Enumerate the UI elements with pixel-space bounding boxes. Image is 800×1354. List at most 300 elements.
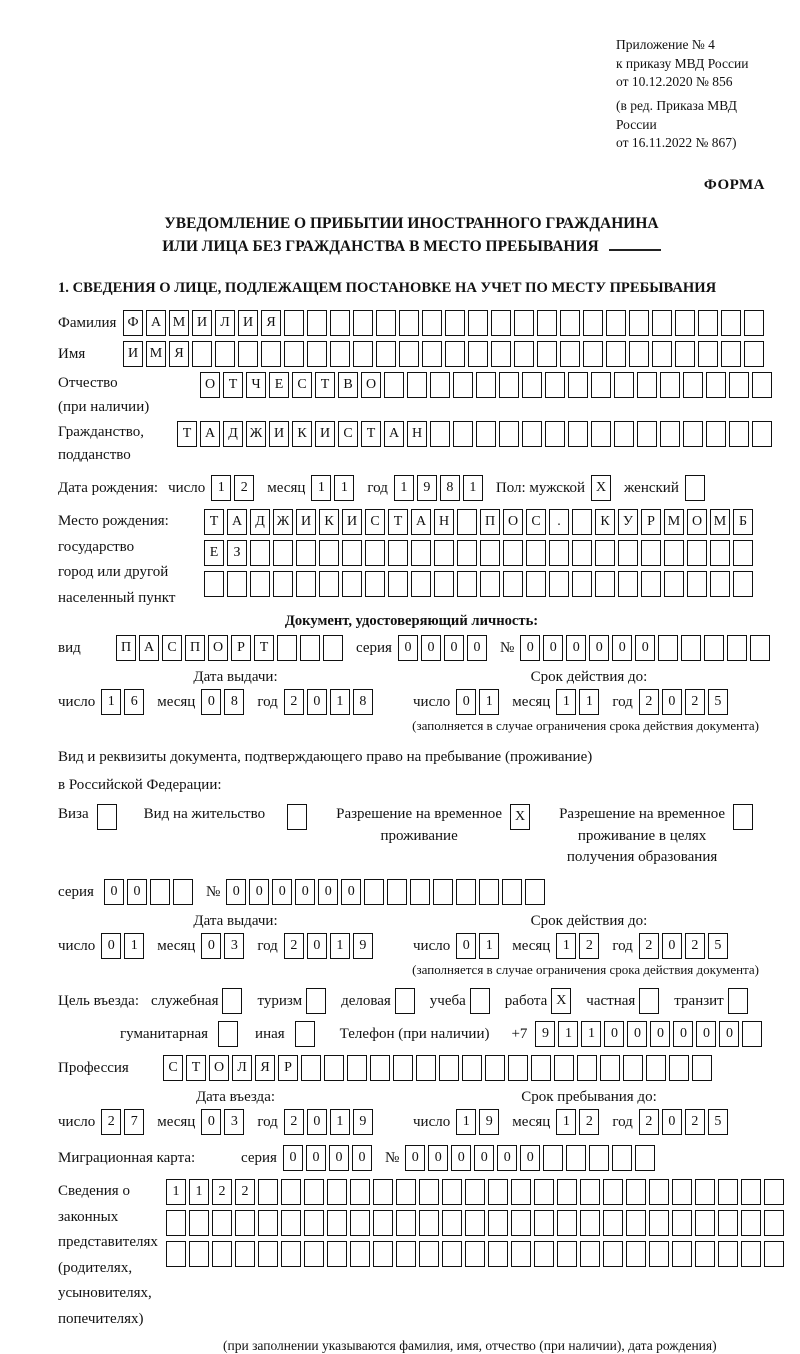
- form-cell[interactable]: [353, 310, 373, 336]
- form-cell[interactable]: 1: [330, 1109, 350, 1135]
- form-cell[interactable]: [706, 421, 726, 447]
- form-cell[interactable]: 0: [201, 933, 221, 959]
- form-cell[interactable]: [741, 1241, 761, 1267]
- form-cell[interactable]: [589, 1145, 609, 1171]
- form-cell[interactable]: [488, 1210, 508, 1236]
- form-cell[interactable]: [419, 1241, 439, 1267]
- form-cell[interactable]: 1: [330, 689, 350, 715]
- form-cell[interactable]: 1: [581, 1021, 601, 1047]
- form-cell[interactable]: [577, 1055, 597, 1081]
- form-cell[interactable]: [456, 879, 476, 905]
- form-cell[interactable]: [281, 1210, 301, 1236]
- form-cell[interactable]: [281, 1241, 301, 1267]
- form-cell[interactable]: X: [591, 475, 611, 501]
- form-cell[interactable]: Ф: [123, 310, 143, 336]
- form-cell[interactable]: [416, 1055, 436, 1081]
- form-cell[interactable]: [672, 1210, 692, 1236]
- form-cell[interactable]: [710, 540, 730, 566]
- form-cell[interactable]: [606, 310, 626, 336]
- form-cell[interactable]: [526, 540, 546, 566]
- form-cell[interactable]: [727, 635, 747, 661]
- form-cell[interactable]: [439, 1055, 459, 1081]
- form-cell[interactable]: 1: [579, 689, 599, 715]
- form-cell[interactable]: 2: [212, 1179, 232, 1205]
- form-cell[interactable]: П: [480, 509, 500, 535]
- form-cell[interactable]: 0: [341, 879, 361, 905]
- form-cell[interactable]: 2: [639, 933, 659, 959]
- form-cell[interactable]: Я: [255, 1055, 275, 1081]
- form-cell[interactable]: 8: [353, 689, 373, 715]
- form-cell[interactable]: [485, 1055, 505, 1081]
- form-cell[interactable]: [304, 1241, 324, 1267]
- form-cell[interactable]: [192, 341, 212, 367]
- form-cell[interactable]: Д: [223, 421, 243, 447]
- form-cell[interactable]: [227, 571, 247, 597]
- form-cell[interactable]: [729, 421, 749, 447]
- form-cell[interactable]: [531, 1055, 551, 1081]
- form-cell[interactable]: [675, 310, 695, 336]
- form-cell[interactable]: М: [710, 509, 730, 535]
- form-cell[interactable]: [261, 341, 281, 367]
- form-cell[interactable]: [395, 988, 415, 1014]
- form-cell[interactable]: [387, 879, 407, 905]
- form-cell[interactable]: [718, 1210, 738, 1236]
- form-cell[interactable]: [660, 421, 680, 447]
- form-cell[interactable]: 0: [650, 1021, 670, 1047]
- form-cell[interactable]: [422, 341, 442, 367]
- form-cell[interactable]: [557, 1241, 577, 1267]
- form-cell[interactable]: [629, 310, 649, 336]
- form-cell[interactable]: А: [384, 421, 404, 447]
- form-cell[interactable]: [639, 988, 659, 1014]
- form-cell[interactable]: 2: [579, 933, 599, 959]
- form-cell[interactable]: [430, 372, 450, 398]
- form-cell[interactable]: [683, 372, 703, 398]
- form-cell[interactable]: [166, 1241, 186, 1267]
- form-cell[interactable]: И: [315, 421, 335, 447]
- form-cell[interactable]: [350, 1179, 370, 1205]
- form-cell[interactable]: [698, 310, 718, 336]
- form-cell[interactable]: [330, 310, 350, 336]
- form-cell[interactable]: [606, 341, 626, 367]
- form-cell[interactable]: С: [292, 372, 312, 398]
- form-cell[interactable]: О: [687, 509, 707, 535]
- form-cell[interactable]: 0: [696, 1021, 716, 1047]
- form-cell[interactable]: 1: [556, 689, 576, 715]
- form-cell[interactable]: [649, 1179, 669, 1205]
- form-cell[interactable]: [595, 571, 615, 597]
- form-cell[interactable]: 0: [272, 879, 292, 905]
- form-cell[interactable]: .: [549, 509, 569, 535]
- form-cell[interactable]: 1: [330, 933, 350, 959]
- form-cell[interactable]: Д: [250, 509, 270, 535]
- form-cell[interactable]: [649, 1241, 669, 1267]
- form-cell[interactable]: 5: [708, 1109, 728, 1135]
- form-cell[interactable]: [189, 1210, 209, 1236]
- form-cell[interactable]: О: [503, 509, 523, 535]
- form-cell[interactable]: О: [200, 372, 220, 398]
- form-cell[interactable]: [235, 1241, 255, 1267]
- form-cell[interactable]: 0: [201, 1109, 221, 1135]
- form-cell[interactable]: [764, 1179, 784, 1205]
- form-cell[interactable]: 1: [189, 1179, 209, 1205]
- form-cell[interactable]: [287, 804, 307, 830]
- form-cell[interactable]: Л: [215, 310, 235, 336]
- form-cell[interactable]: [479, 879, 499, 905]
- form-cell[interactable]: [583, 341, 603, 367]
- form-cell[interactable]: [525, 879, 545, 905]
- form-cell[interactable]: [744, 341, 764, 367]
- form-cell[interactable]: Б: [733, 509, 753, 535]
- form-cell[interactable]: 0: [226, 879, 246, 905]
- form-cell[interactable]: Р: [278, 1055, 298, 1081]
- form-cell[interactable]: [212, 1241, 232, 1267]
- form-cell[interactable]: 0: [307, 933, 327, 959]
- form-cell[interactable]: 2: [284, 689, 304, 715]
- form-cell[interactable]: [442, 1179, 462, 1205]
- form-cell[interactable]: [511, 1179, 531, 1205]
- form-cell[interactable]: [388, 571, 408, 597]
- form-cell[interactable]: 0: [635, 635, 655, 661]
- form-cell[interactable]: 1: [479, 689, 499, 715]
- form-cell[interactable]: [218, 1021, 238, 1047]
- form-cell[interactable]: [511, 1241, 531, 1267]
- form-cell[interactable]: 7: [124, 1109, 144, 1135]
- form-cell[interactable]: Т: [177, 421, 197, 447]
- form-cell[interactable]: [365, 540, 385, 566]
- form-cell[interactable]: 0: [673, 1021, 693, 1047]
- form-cell[interactable]: 5: [708, 689, 728, 715]
- form-cell[interactable]: Р: [641, 509, 661, 535]
- form-cell[interactable]: [238, 341, 258, 367]
- form-cell[interactable]: С: [163, 1055, 183, 1081]
- form-cell[interactable]: 0: [497, 1145, 517, 1171]
- form-cell[interactable]: [323, 635, 343, 661]
- form-cell[interactable]: [522, 372, 542, 398]
- form-cell[interactable]: С: [338, 421, 358, 447]
- form-cell[interactable]: [741, 1179, 761, 1205]
- form-cell[interactable]: [364, 879, 384, 905]
- form-cell[interactable]: [97, 804, 117, 830]
- form-cell[interactable]: [442, 1210, 462, 1236]
- form-cell[interactable]: [742, 1021, 762, 1047]
- form-cell[interactable]: [618, 571, 638, 597]
- form-cell[interactable]: [173, 879, 193, 905]
- form-cell[interactable]: [281, 1179, 301, 1205]
- form-cell[interactable]: X: [510, 804, 530, 830]
- form-cell[interactable]: 0: [421, 635, 441, 661]
- form-cell[interactable]: [583, 310, 603, 336]
- form-cell[interactable]: [664, 540, 684, 566]
- form-cell[interactable]: [410, 879, 430, 905]
- form-cell[interactable]: [626, 1179, 646, 1205]
- form-cell[interactable]: [614, 372, 634, 398]
- form-cell[interactable]: М: [664, 509, 684, 535]
- form-cell[interactable]: 2: [284, 933, 304, 959]
- form-cell[interactable]: [306, 988, 326, 1014]
- form-cell[interactable]: 0: [101, 933, 121, 959]
- form-cell[interactable]: 9: [479, 1109, 499, 1135]
- form-cell[interactable]: [324, 1055, 344, 1081]
- form-cell[interactable]: [580, 1179, 600, 1205]
- form-cell[interactable]: [430, 421, 450, 447]
- form-cell[interactable]: 1: [463, 475, 483, 501]
- form-cell[interactable]: [591, 372, 611, 398]
- form-cell[interactable]: [508, 1055, 528, 1081]
- form-cell[interactable]: 0: [104, 879, 124, 905]
- form-cell[interactable]: [557, 1210, 577, 1236]
- form-cell[interactable]: [522, 421, 542, 447]
- form-cell[interactable]: [672, 1179, 692, 1205]
- form-cell[interactable]: [646, 1055, 666, 1081]
- form-cell[interactable]: [549, 571, 569, 597]
- form-cell[interactable]: [350, 1241, 370, 1267]
- form-cell[interactable]: [685, 475, 705, 501]
- form-cell[interactable]: [296, 540, 316, 566]
- form-cell[interactable]: 1: [558, 1021, 578, 1047]
- form-cell[interactable]: [465, 1241, 485, 1267]
- form-cell[interactable]: [488, 1241, 508, 1267]
- form-cell[interactable]: 0: [520, 1145, 540, 1171]
- form-cell[interactable]: [419, 1210, 439, 1236]
- form-cell[interactable]: [695, 1241, 715, 1267]
- form-cell[interactable]: 9: [353, 1109, 373, 1135]
- form-cell[interactable]: [150, 879, 170, 905]
- form-cell[interactable]: [612, 1145, 632, 1171]
- form-cell[interactable]: 1: [101, 689, 121, 715]
- form-cell[interactable]: [572, 571, 592, 597]
- form-cell[interactable]: [327, 1241, 347, 1267]
- form-cell[interactable]: [212, 1210, 232, 1236]
- form-cell[interactable]: 1: [556, 1109, 576, 1135]
- form-cell[interactable]: [526, 571, 546, 597]
- form-cell[interactable]: 0: [456, 933, 476, 959]
- form-cell[interactable]: А: [139, 635, 159, 661]
- form-cell[interactable]: [273, 540, 293, 566]
- form-cell[interactable]: [258, 1241, 278, 1267]
- form-cell[interactable]: [300, 635, 320, 661]
- form-cell[interactable]: 0: [329, 1145, 349, 1171]
- form-cell[interactable]: 0: [612, 635, 632, 661]
- form-cell[interactable]: [721, 310, 741, 336]
- form-cell[interactable]: [568, 372, 588, 398]
- form-cell[interactable]: Е: [204, 540, 224, 566]
- form-cell[interactable]: [641, 540, 661, 566]
- form-cell[interactable]: [752, 372, 772, 398]
- form-cell[interactable]: Ч: [246, 372, 266, 398]
- form-cell[interactable]: И: [123, 341, 143, 367]
- form-cell[interactable]: 0: [283, 1145, 303, 1171]
- form-cell[interactable]: [476, 372, 496, 398]
- form-cell[interactable]: [744, 310, 764, 336]
- form-cell[interactable]: К: [595, 509, 615, 535]
- form-cell[interactable]: [499, 372, 519, 398]
- form-cell[interactable]: [637, 372, 657, 398]
- form-cell[interactable]: 0: [662, 933, 682, 959]
- form-cell[interactable]: 0: [307, 689, 327, 715]
- form-cell[interactable]: [307, 341, 327, 367]
- form-cell[interactable]: Л: [232, 1055, 252, 1081]
- form-cell[interactable]: Я: [169, 341, 189, 367]
- form-cell[interactable]: [514, 341, 534, 367]
- form-cell[interactable]: 0: [566, 635, 586, 661]
- form-cell[interactable]: И: [296, 509, 316, 535]
- form-cell[interactable]: Ж: [246, 421, 266, 447]
- form-cell[interactable]: [687, 571, 707, 597]
- form-cell[interactable]: [304, 1179, 324, 1205]
- form-cell[interactable]: [319, 540, 339, 566]
- form-cell[interactable]: [250, 540, 270, 566]
- form-cell[interactable]: [591, 421, 611, 447]
- form-cell[interactable]: [626, 1241, 646, 1267]
- form-cell[interactable]: [330, 341, 350, 367]
- form-cell[interactable]: [434, 540, 454, 566]
- form-cell[interactable]: [618, 540, 638, 566]
- form-cell[interactable]: 8: [440, 475, 460, 501]
- form-cell[interactable]: [664, 571, 684, 597]
- form-cell[interactable]: М: [146, 341, 166, 367]
- form-cell[interactable]: К: [319, 509, 339, 535]
- form-cell[interactable]: 0: [474, 1145, 494, 1171]
- form-cell[interactable]: [568, 421, 588, 447]
- form-cell[interactable]: 0: [662, 1109, 682, 1135]
- form-cell[interactable]: 1: [334, 475, 354, 501]
- form-cell[interactable]: [637, 421, 657, 447]
- form-cell[interactable]: [572, 540, 592, 566]
- form-cell[interactable]: 0: [520, 635, 540, 661]
- form-cell[interactable]: [307, 310, 327, 336]
- form-cell[interactable]: Я: [261, 310, 281, 336]
- form-cell[interactable]: Т: [315, 372, 335, 398]
- form-cell[interactable]: [652, 341, 672, 367]
- form-cell[interactable]: [419, 1179, 439, 1205]
- form-cell[interactable]: 0: [318, 879, 338, 905]
- form-cell[interactable]: [296, 571, 316, 597]
- form-cell[interactable]: 0: [307, 1109, 327, 1135]
- form-cell[interactable]: 1: [166, 1179, 186, 1205]
- form-cell[interactable]: И: [342, 509, 362, 535]
- form-cell[interactable]: И: [192, 310, 212, 336]
- form-cell[interactable]: [480, 540, 500, 566]
- form-cell[interactable]: [623, 1055, 643, 1081]
- form-cell[interactable]: [692, 1055, 712, 1081]
- form-cell[interactable]: [545, 372, 565, 398]
- form-cell[interactable]: [373, 1210, 393, 1236]
- form-cell[interactable]: [695, 1210, 715, 1236]
- form-cell[interactable]: [442, 1241, 462, 1267]
- form-cell[interactable]: [488, 1179, 508, 1205]
- form-cell[interactable]: [319, 571, 339, 597]
- form-cell[interactable]: [411, 540, 431, 566]
- form-cell[interactable]: [511, 1210, 531, 1236]
- form-cell[interactable]: [189, 1241, 209, 1267]
- form-cell[interactable]: 1: [479, 933, 499, 959]
- form-cell[interactable]: [572, 509, 592, 535]
- form-cell[interactable]: [304, 1210, 324, 1236]
- form-cell[interactable]: [250, 571, 270, 597]
- form-cell[interactable]: 0: [405, 1145, 425, 1171]
- form-cell[interactable]: [350, 1210, 370, 1236]
- form-cell[interactable]: [411, 571, 431, 597]
- form-cell[interactable]: Т: [186, 1055, 206, 1081]
- form-cell[interactable]: [554, 1055, 574, 1081]
- form-cell[interactable]: 9: [417, 475, 437, 501]
- form-cell[interactable]: 5: [708, 933, 728, 959]
- form-cell[interactable]: [580, 1210, 600, 1236]
- form-cell[interactable]: В: [338, 372, 358, 398]
- form-cell[interactable]: [373, 1179, 393, 1205]
- form-cell[interactable]: О: [361, 372, 381, 398]
- form-cell[interactable]: 0: [662, 689, 682, 715]
- form-cell[interactable]: [580, 1241, 600, 1267]
- form-cell[interactable]: 2: [235, 1179, 255, 1205]
- form-cell[interactable]: [750, 635, 770, 661]
- form-cell[interactable]: П: [185, 635, 205, 661]
- form-cell[interactable]: [695, 1179, 715, 1205]
- form-cell[interactable]: [284, 310, 304, 336]
- form-cell[interactable]: Т: [361, 421, 381, 447]
- form-cell[interactable]: [566, 1145, 586, 1171]
- form-cell[interactable]: [718, 1241, 738, 1267]
- form-cell[interactable]: [660, 372, 680, 398]
- form-cell[interactable]: [399, 341, 419, 367]
- form-cell[interactable]: [258, 1210, 278, 1236]
- form-cell[interactable]: А: [146, 310, 166, 336]
- form-cell[interactable]: 2: [639, 1109, 659, 1135]
- form-cell[interactable]: [396, 1210, 416, 1236]
- form-cell[interactable]: [704, 635, 724, 661]
- form-cell[interactable]: 0: [127, 879, 147, 905]
- form-cell[interactable]: [491, 341, 511, 367]
- form-cell[interactable]: [235, 1210, 255, 1236]
- form-cell[interactable]: [681, 635, 701, 661]
- form-cell[interactable]: 1: [394, 475, 414, 501]
- form-cell[interactable]: [476, 421, 496, 447]
- form-cell[interactable]: [445, 310, 465, 336]
- form-cell[interactable]: Т: [254, 635, 274, 661]
- form-cell[interactable]: У: [618, 509, 638, 535]
- form-cell[interactable]: [284, 341, 304, 367]
- form-cell[interactable]: [698, 341, 718, 367]
- form-cell[interactable]: [672, 1241, 692, 1267]
- form-cell[interactable]: [534, 1210, 554, 1236]
- form-cell[interactable]: [347, 1055, 367, 1081]
- form-cell[interactable]: [741, 1210, 761, 1236]
- form-cell[interactable]: [258, 1179, 278, 1205]
- form-cell[interactable]: 0: [451, 1145, 471, 1171]
- form-cell[interactable]: [215, 341, 235, 367]
- form-cell[interactable]: [499, 421, 519, 447]
- form-cell[interactable]: [537, 310, 557, 336]
- form-cell[interactable]: [457, 540, 477, 566]
- form-cell[interactable]: А: [200, 421, 220, 447]
- form-cell[interactable]: 0: [543, 635, 563, 661]
- form-cell[interactable]: [629, 341, 649, 367]
- form-cell[interactable]: 1: [556, 933, 576, 959]
- form-cell[interactable]: [453, 421, 473, 447]
- form-cell[interactable]: О: [208, 635, 228, 661]
- form-cell[interactable]: 2: [101, 1109, 121, 1135]
- form-cell[interactable]: [537, 341, 557, 367]
- form-cell[interactable]: Н: [407, 421, 427, 447]
- form-cell[interactable]: К: [292, 421, 312, 447]
- form-cell[interactable]: [373, 1241, 393, 1267]
- form-cell[interactable]: 2: [284, 1109, 304, 1135]
- form-cell[interactable]: [603, 1210, 623, 1236]
- form-cell[interactable]: А: [227, 509, 247, 535]
- form-cell[interactable]: [549, 540, 569, 566]
- form-cell[interactable]: 1: [124, 933, 144, 959]
